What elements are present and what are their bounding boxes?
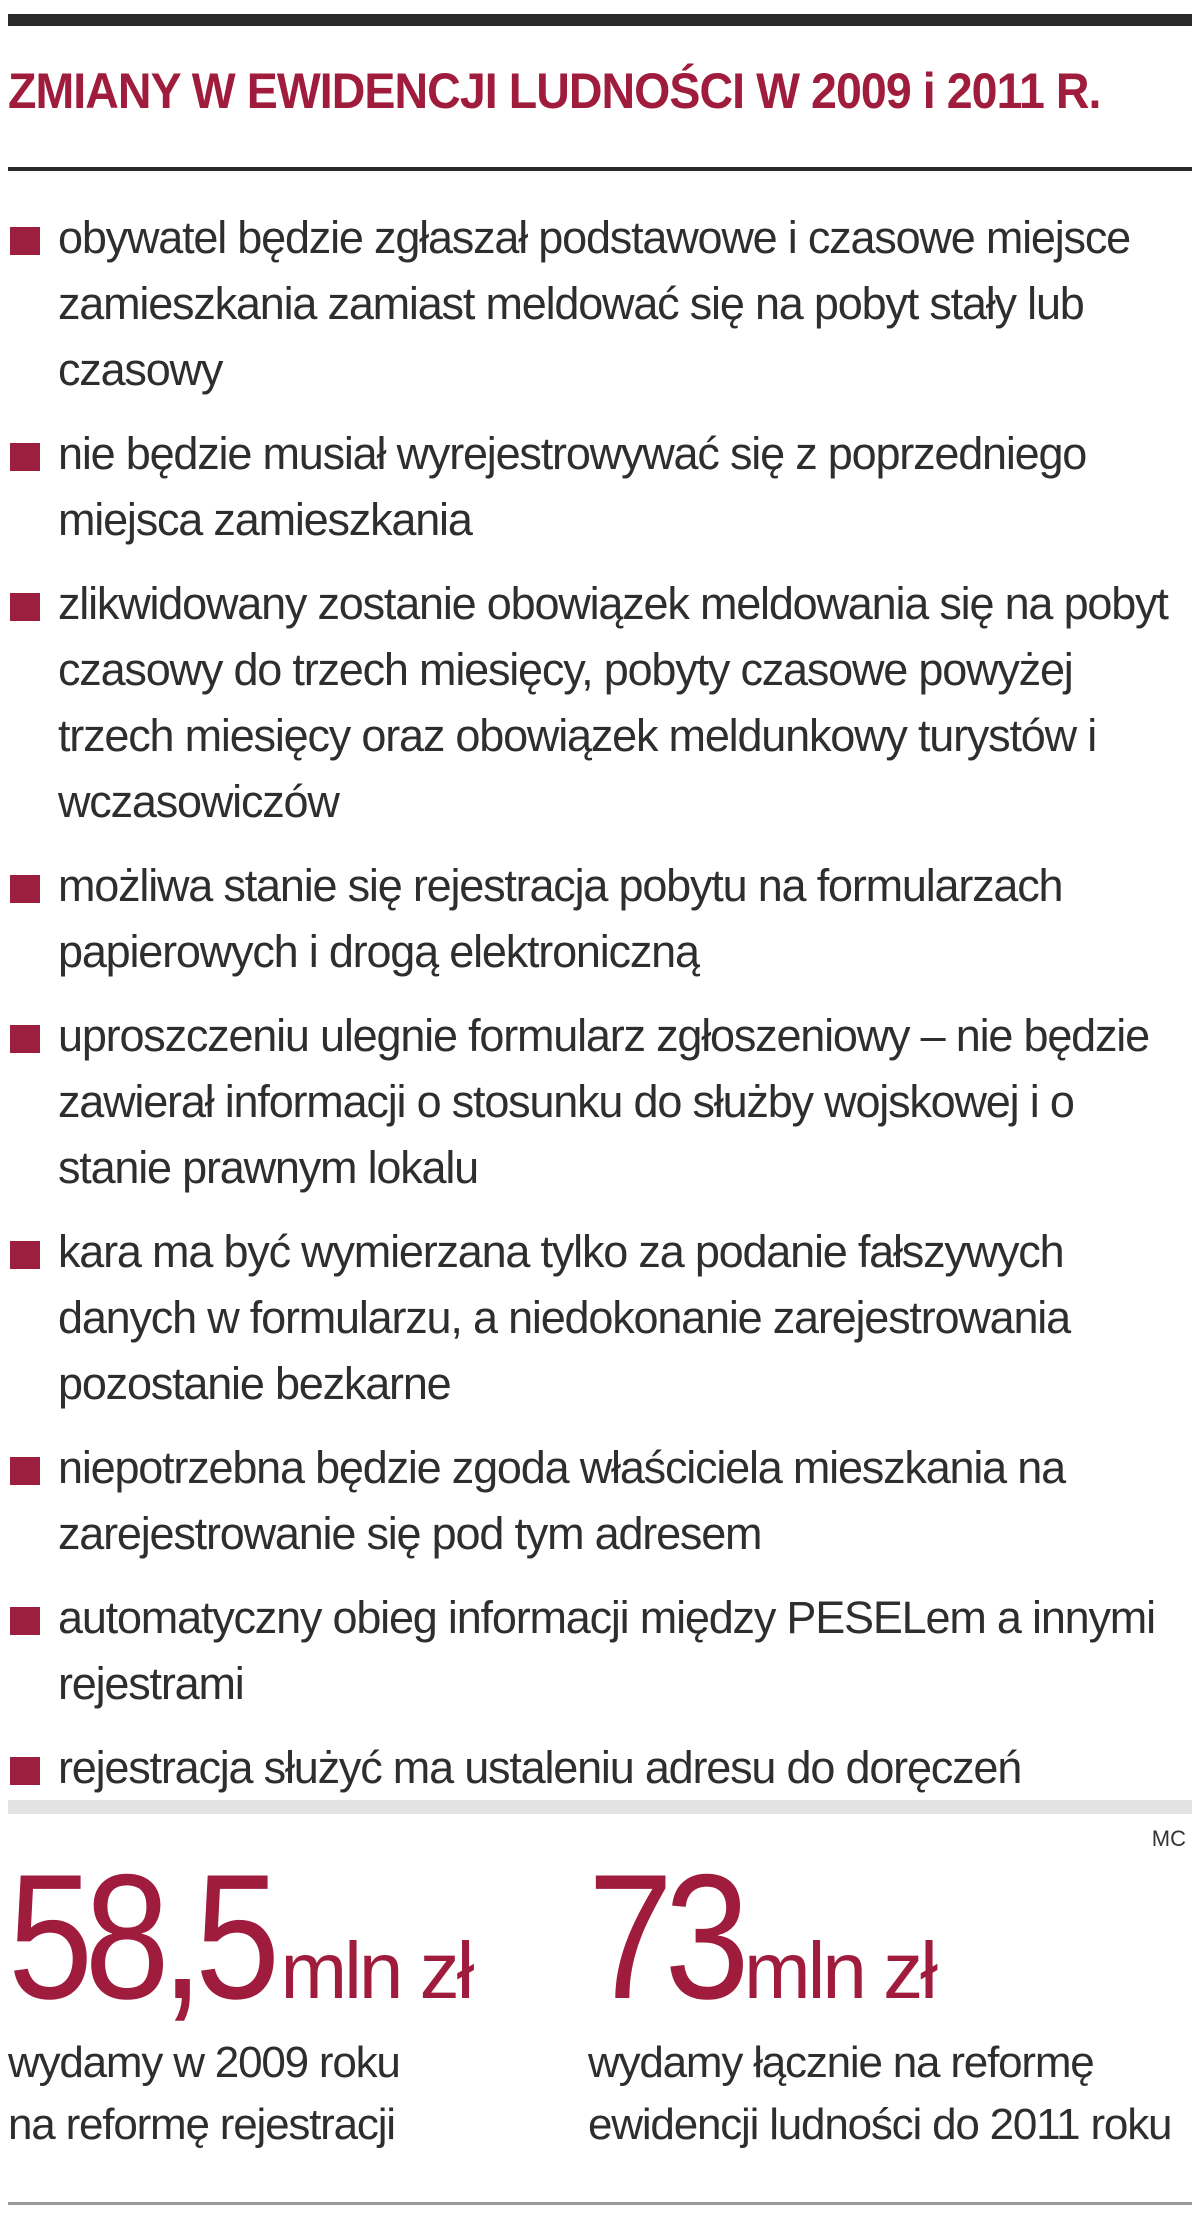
- list-item-text: zlikwidowany zostanie obowiązek meldowania się na pobyt czasowy do trzech miesięcy, pobyty czasowe powyżej trzech miesięcy oraz obowiązek meldunkowy turystów i wczasowiczów: [58, 578, 1168, 827]
- stat-description: [8, 2032, 568, 2156]
- list-item-text: możliwa stanie się rejestracja pobytu na formularzach papierowych i drogą elektroniczną: [58, 860, 1063, 977]
- stat-value: 73: [588, 1837, 742, 2036]
- square-bullet-icon: [10, 1457, 40, 1485]
- square-bullet-icon: [10, 1757, 40, 1785]
- page-title: ZMIANY W EWIDENCJI LUDNOŚCI W 2009 i 2011 R.: [8, 63, 1101, 119]
- author-credit: MC: [1151, 1826, 1186, 1851]
- stat-figure: [8, 1837, 568, 2036]
- stat-block-2009: [8, 1837, 568, 2156]
- bottom-rule: [8, 2202, 1192, 2205]
- stat-description-line: na reformę rejestracji: [8, 2100, 395, 2149]
- list-item-text: uproszczeniu ulegnie formularz zgłoszeniowy – nie będzie zawierał informacji o stosunku do służby wojskowej i o stanie prawnym lokalu: [58, 1010, 1149, 1193]
- square-bullet-icon: [10, 443, 40, 471]
- list-item: [8, 853, 1192, 985]
- stat-description: [588, 2032, 1192, 2156]
- square-bullet-icon: [10, 227, 40, 255]
- square-bullet-icon: [10, 1025, 40, 1053]
- stat-unit: mln zł: [280, 1926, 472, 2015]
- stat-value: 58,5: [8, 1837, 272, 2036]
- section-divider: [8, 1800, 1192, 1814]
- stat-description-line: wydamy w 2009 roku: [8, 2038, 400, 2087]
- stat-unit: mln zł: [744, 1926, 935, 2015]
- stat-description-line: ewidencji ludności do 2011 roku: [588, 2100, 1172, 2149]
- top-rule: [8, 14, 1192, 26]
- square-bullet-icon: [10, 1241, 40, 1269]
- list-item: [8, 1435, 1192, 1567]
- list-item: [8, 1585, 1192, 1717]
- list-item-text: rejestracja służyć ma ustaleniu adresu do doręczeń: [58, 1742, 1022, 1793]
- list-item: [8, 571, 1192, 835]
- list-item-text: kara ma być wymierzana tylko za podanie fałszywych danych w formularzu, a niedokonanie zarejestrowania pozostanie bezkarne: [58, 1226, 1070, 1409]
- list-item: [8, 1003, 1192, 1201]
- list-item: [8, 421, 1192, 553]
- changes-list: [8, 205, 1192, 1819]
- list-item: [8, 1735, 1192, 1801]
- list-item: [8, 1219, 1192, 1417]
- title-rule: [8, 167, 1192, 171]
- stat-description-line: wydamy łącznie na reformę: [588, 2038, 1094, 2087]
- square-bullet-icon: [10, 1607, 40, 1635]
- list-item: [8, 205, 1192, 403]
- square-bullet-icon: [10, 593, 40, 621]
- square-bullet-icon: [10, 875, 40, 903]
- list-item-text: obywatel będzie zgłaszał podstawowe i czasowe miejsce zamieszkania zamiast meldować się na pobyt stały lub czasowy: [58, 212, 1130, 395]
- list-item-text: automatyczny obieg informacji między PESELem a innymi rejestrami: [58, 1592, 1155, 1709]
- list-item-text: niepotrzebna będzie zgoda właściciela mieszkania na zarejestrowanie się pod tym adresem: [58, 1442, 1065, 1559]
- list-item-text: nie będzie musiał wyrejestrowywać się z poprzedniego miejsca zamieszkania: [58, 428, 1087, 545]
